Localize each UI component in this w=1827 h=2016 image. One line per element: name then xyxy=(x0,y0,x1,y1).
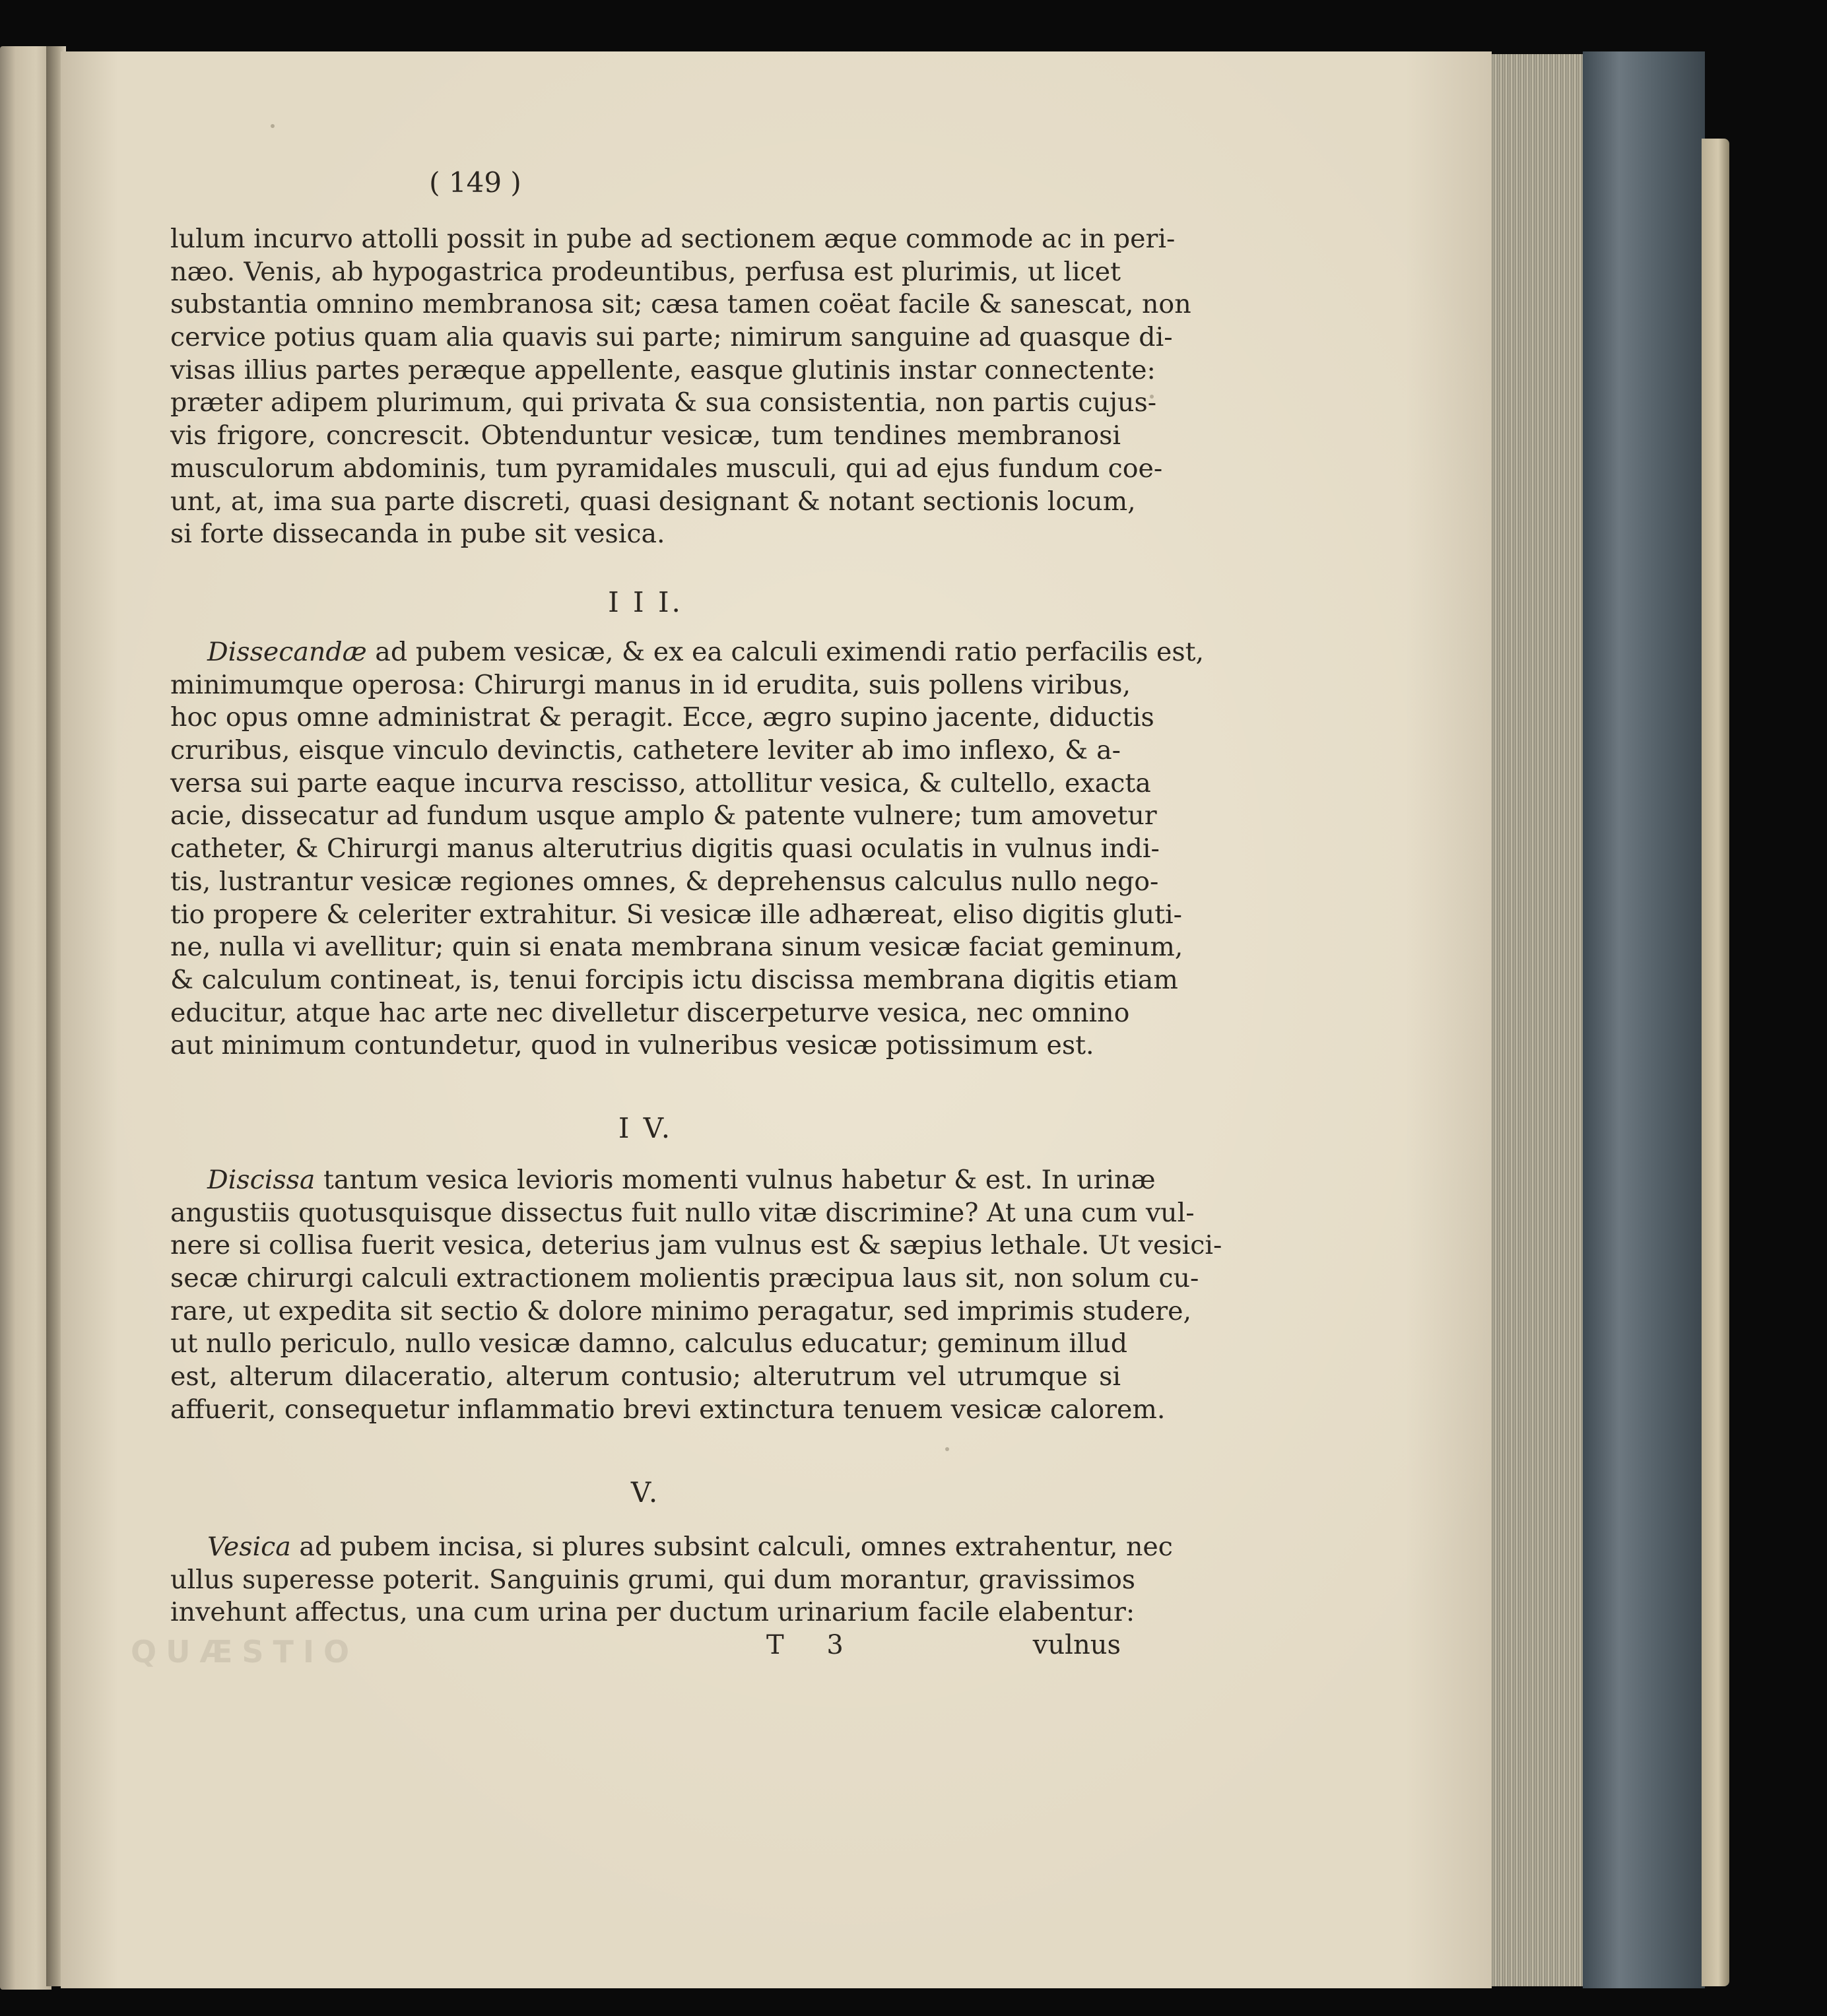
line-text: hoc opus omne administrat & peragit. Ecce, ægro supino jacente, diductis xyxy=(170,702,1154,733)
line-text: lulum incurvo attolli possit in pube ad sectionem æque commode ac in peri- xyxy=(170,224,1176,254)
text-line xyxy=(170,734,1121,767)
text-line xyxy=(170,288,1191,321)
text-line xyxy=(170,354,1156,387)
text-line xyxy=(170,767,1151,800)
line-text: ut nullo periculo, nullo vesicæ damno, calculus educatur; geminum illud xyxy=(170,1328,1127,1359)
section-heading: I I I. xyxy=(608,586,683,618)
text-line xyxy=(170,1361,1121,1394)
text-line xyxy=(170,931,1183,964)
text-line xyxy=(170,1262,1199,1295)
line-text: angustiis quotusquisque dissectus fuit nullo vitæ discrimine? At una cum vul- xyxy=(170,1197,1195,1228)
line-text: est, alterum dilaceratio, alterum contusio; alterutrum vel utrumque si xyxy=(170,1361,1121,1392)
paper-speck xyxy=(945,1447,949,1451)
catchword: vulnus xyxy=(1032,1630,1121,1660)
text-line xyxy=(170,636,1205,669)
line-text: præter adipem plurimum, qui privata & sua consistentia, non partis cujus- xyxy=(170,387,1157,418)
page-number: ( 149 ) xyxy=(429,166,521,199)
line-text: ullus superesse poterit. Sanguinis grumi, qui dum morantur, gravissimos xyxy=(170,1564,1136,1595)
line-text: musculorum abdominis, tum pyramidales musculi, qui ad ejus fundum coe- xyxy=(170,453,1163,484)
line-text: & calculum contineat, is, tenui forcipis ictu discissa membrana digitis etiam xyxy=(170,964,1178,995)
text-line xyxy=(170,223,1176,256)
left-page-edge xyxy=(0,46,51,1990)
line-text: educitur, atque hac arte nec divelletur discerpeturve vesica, nec omnino xyxy=(170,997,1130,1028)
page-footer xyxy=(170,1630,1121,1663)
text-line xyxy=(170,256,1121,289)
line-text: si forte dissecanda in pube sit vesica. xyxy=(170,519,665,550)
text-line xyxy=(170,1164,1156,1197)
text-line xyxy=(170,1197,1195,1230)
text-line xyxy=(170,866,1159,899)
lead-word: Vesica xyxy=(207,1532,291,1562)
lead-word: Discissa xyxy=(207,1165,316,1195)
line-text: cervice potius quam alia quavis sui parte; nimirum sanguine ad quasque di- xyxy=(170,322,1173,353)
text-line xyxy=(170,833,1160,866)
line-text: acie, dissecatur ad fundum usque amplo & patente vulnere; tum amovetur xyxy=(170,800,1157,831)
line-text: cruribus, eisque vinculo devinctis, cathetere leviter ab imo inflexo, & a- xyxy=(170,735,1121,766)
paragraph xyxy=(170,1164,1222,1427)
text-line xyxy=(170,420,1121,453)
paragraph xyxy=(170,636,1205,1062)
book-board-edge xyxy=(1583,51,1705,1988)
text-line xyxy=(170,1029,1121,1062)
line-text: ne, nulla vi avellitur; quin si enata membrana sinum vesicæ faciat geminum, xyxy=(170,932,1183,963)
line-text: affuerit, consequetur inflammatio brevi extinctura tenuem vesicæ calorem. xyxy=(170,1394,1166,1425)
text-line xyxy=(170,321,1173,354)
line-text: catheter, & Chirurgi manus alterutrius digitis quasi oculatis in vulnus indi- xyxy=(170,833,1160,864)
book-cover-edge xyxy=(1702,139,1729,1986)
section-heading: I V. xyxy=(618,1112,673,1144)
text-line xyxy=(170,964,1178,997)
text-line xyxy=(170,1596,1135,1629)
line-text: tio propere & celeriter extrahitur. Si vesicæ ille adhæreat, eliso digitis gluti- xyxy=(170,899,1182,930)
text-line xyxy=(170,899,1182,932)
line-text: rare, ut expedita sit sectio & dolore minimo peragatur, sed imprimis studere, xyxy=(170,1295,1192,1326)
paragraph xyxy=(170,1531,1173,1629)
text-line xyxy=(170,701,1154,734)
paper-speck xyxy=(271,124,275,128)
line-text: unt, at, ima sua parte discreti, quasi designant & notant sectionis locum, xyxy=(170,486,1136,517)
text-line xyxy=(170,1229,1222,1262)
text-line xyxy=(170,1295,1192,1328)
line-text: tantum vesica levioris momenti vulnus habetur & est. In urinæ xyxy=(315,1165,1156,1195)
text-line xyxy=(170,518,1121,551)
line-text: substantia omnino membranosa sit; cæsa tamen coëat facile & sanescat, non xyxy=(170,289,1191,320)
paragraph xyxy=(170,223,1191,551)
lead-word: Dissecandæ xyxy=(207,637,367,667)
signature-mark: T 3 xyxy=(766,1630,861,1660)
line-text: vis frigore, concrescit. Obtenduntur vesicæ, tum tendines membranosi xyxy=(170,420,1121,451)
line-text: versa sui parte eaque incurva rescisso, attollitur vesica, & cultello, exacta xyxy=(170,767,1151,798)
line-text: invehunt affectus, una cum urina per ductum urinarium facile elabentur: xyxy=(170,1597,1135,1628)
line-text: secæ chirurgi calculi extractionem molientis præcipua laus sit, non solum cu- xyxy=(170,1263,1199,1294)
line-text: minimumque operosa: Chirurgi manus in id erudita, suis pollens viribus, xyxy=(170,669,1131,700)
text-line xyxy=(170,997,1130,1030)
text-line xyxy=(170,669,1131,702)
page-stack-edge xyxy=(1486,54,1585,1986)
text-line xyxy=(170,1531,1173,1564)
line-text: ad pubem incisa, si plures subsint calculi, omnes extrahentur, nec xyxy=(290,1532,1173,1562)
text-line xyxy=(170,387,1157,420)
text-line xyxy=(170,453,1163,486)
text-line xyxy=(170,800,1157,833)
line-text: næo. Venis, ab hypogastrica prodeuntibus, perfusa est plurimis, ut licet xyxy=(170,256,1121,287)
text-line xyxy=(170,1328,1127,1361)
line-text: ad pubem vesicæ, & ex ea calculi eximendi ratio perfacilis est, xyxy=(366,637,1205,667)
text-line xyxy=(170,1564,1136,1597)
line-text: aut minimum contundetur, quod in vulneribus vesicæ potissimum est. xyxy=(170,1030,1094,1061)
line-text: visas illius partes peræque appellente, easque glutinis instar connectente: xyxy=(170,354,1156,385)
bleed-through-text: QUÆSTIO xyxy=(131,1634,359,1670)
line-text: nere si collisa fuerit vesica, deterius jam vulnus est & sæpius lethale. Ut vesici- xyxy=(170,1230,1222,1261)
line-text: tis, lustrantur vesicæ regiones omnes, & deprehensus calculus nullo nego- xyxy=(170,866,1159,897)
section-heading: V. xyxy=(630,1476,661,1509)
text-line xyxy=(170,486,1136,519)
text-line xyxy=(170,1394,1166,1427)
